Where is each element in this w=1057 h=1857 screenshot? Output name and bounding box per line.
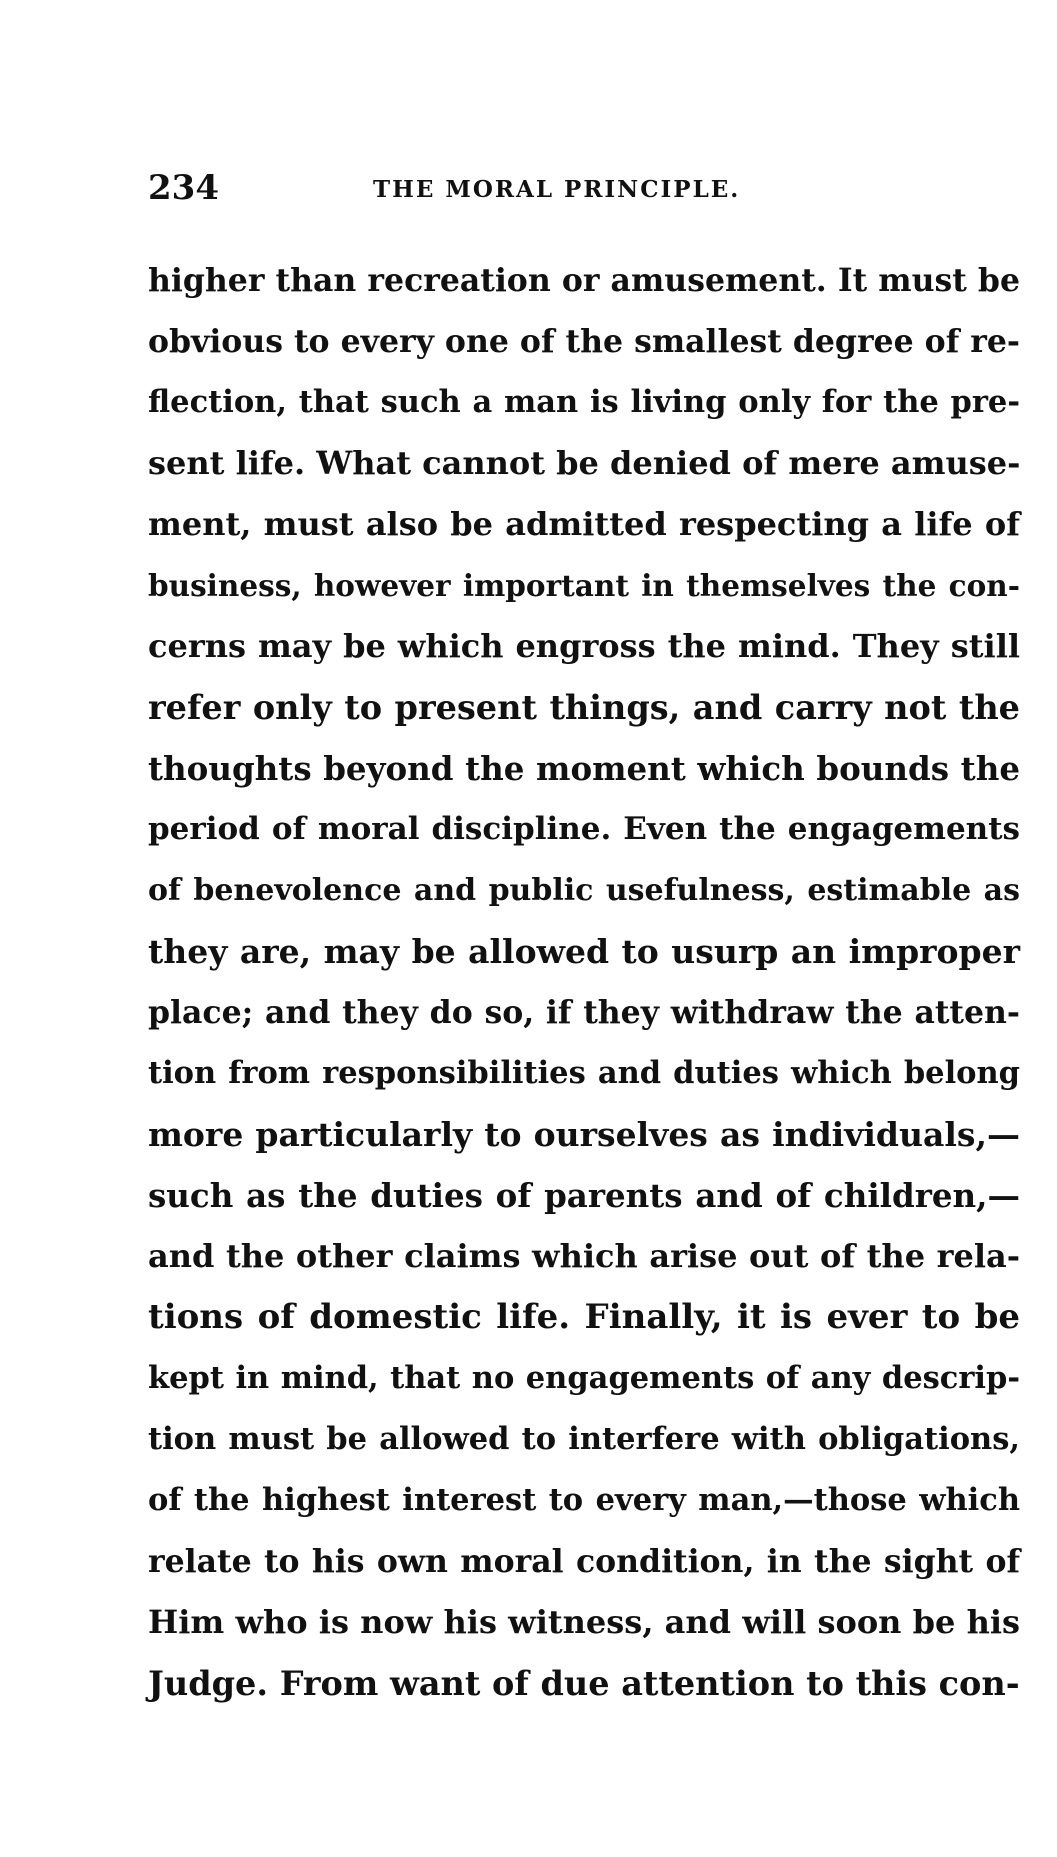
text-line: ment, must also be admitted respecting a life of xyxy=(148,505,1020,543)
text-line: more particularly to ourselves as individuals,— xyxy=(148,1115,1020,1154)
page-number: 234 xyxy=(148,168,219,208)
text-line: refer only to present things, and carry not the xyxy=(148,688,1020,727)
text-line: such as the duties of parents and of children,— xyxy=(148,1176,1020,1215)
text-line: thoughts beyond the moment which bounds the xyxy=(148,749,1020,788)
text-line: relate to his own moral condition, in the sight of xyxy=(148,1543,1020,1580)
text-line: tions of domestic life. Finally, it is ever to be xyxy=(148,1297,1020,1337)
text-line: flection, that such a man is living only for the pre- xyxy=(148,384,1020,420)
text-line: Him who is now his witness, and will soon be his xyxy=(148,1603,1020,1641)
text-line: tion must be allowed to interfere with obligations, xyxy=(148,1421,1020,1457)
text-line: period of moral discipline. Even the engagements xyxy=(148,811,1020,847)
text-line: Judge. From want of due attention to this con- xyxy=(148,1664,1020,1703)
text-line: they are, may be allowed to usurp an improper xyxy=(148,932,1020,971)
text-line: sent life. What cannot be denied of mere amuse- xyxy=(148,444,1021,482)
text-line: business, however important in themselves the con- xyxy=(148,568,1020,603)
text-line: tion from responsibilities and duties which belong xyxy=(148,1055,1020,1091)
text-line: of benevolence and public usefulness, estimable as xyxy=(148,873,1020,908)
text-line: obvious to every one of the smallest degree of re- xyxy=(148,323,1020,360)
text-line: and the other claims which arise out of the rela- xyxy=(148,1237,1020,1275)
text-line: kept in mind, that no engagements of any descrip- xyxy=(148,1360,1020,1396)
page-header xyxy=(148,168,1020,208)
text-line: place; and they do so, if they withdraw the atten- xyxy=(148,994,1020,1031)
body-text xyxy=(148,250,1020,1714)
text-line: higher than recreation or amusement. It must be xyxy=(148,262,1020,299)
text-line: cerns may be which engross the mind. They still xyxy=(148,627,1020,665)
text-line: of the highest interest to every man,—those which xyxy=(148,1482,1020,1518)
running-head: THE MORAL PRINCIPLE. xyxy=(373,176,741,203)
